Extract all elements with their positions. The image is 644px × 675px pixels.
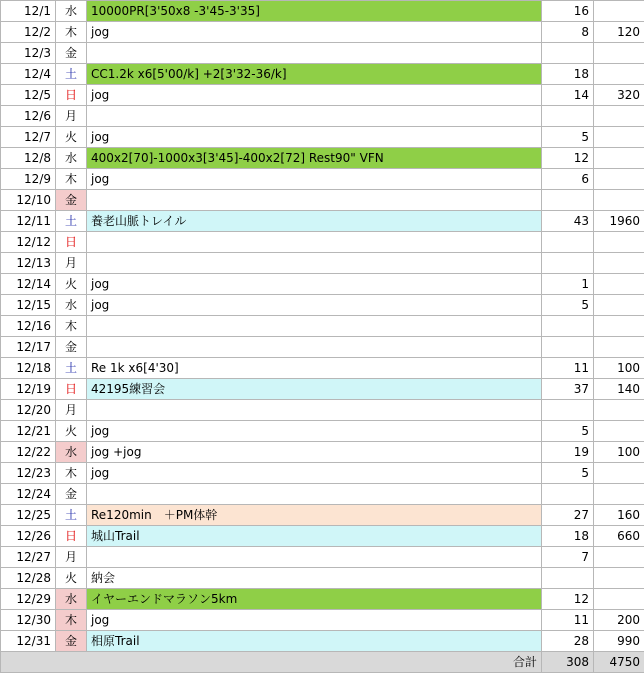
weekday-cell[interactable]: 木 [56, 22, 87, 43]
date-cell[interactable]: 12/1 [1, 1, 56, 22]
date-cell[interactable]: 12/4 [1, 64, 56, 85]
elevation-cell[interactable]: 320 [594, 85, 644, 106]
table-row [1, 631, 644, 652]
weekday-cell[interactable]: 土 [56, 505, 87, 526]
weekday-cell[interactable]: 木 [56, 316, 87, 337]
elevation-cell[interactable] [594, 64, 644, 85]
date-cell[interactable]: 12/13 [1, 253, 56, 274]
table-row [1, 589, 644, 610]
table-row [1, 379, 644, 400]
distance-cell[interactable]: 43 [542, 211, 594, 232]
weekday-cell[interactable]: 木 [56, 610, 87, 631]
weekday-cell[interactable]: 金 [56, 484, 87, 505]
workout-cell[interactable]: jog [87, 295, 542, 316]
elevation-cell[interactable] [594, 1, 644, 22]
workout-cell[interactable] [87, 106, 542, 127]
distance-cell[interactable]: 16 [542, 1, 594, 22]
weekday-cell[interactable]: 水 [56, 1, 87, 22]
workout-cell[interactable]: Re 1k x6[4'30] [87, 358, 542, 379]
workout-cell[interactable] [87, 232, 542, 253]
elevation-cell[interactable] [594, 106, 644, 127]
distance-cell[interactable] [542, 190, 594, 211]
table-row [1, 547, 644, 568]
weekday-cell[interactable]: 日 [56, 526, 87, 547]
table-row [1, 400, 644, 421]
workout-cell[interactable]: 納会 [87, 568, 542, 589]
table-row [1, 526, 644, 547]
weekday-cell[interactable]: 火 [56, 568, 87, 589]
table-row [1, 274, 644, 295]
total-label: 合計 [1, 652, 542, 673]
elevation-cell[interactable] [594, 274, 644, 295]
workout-cell[interactable]: 城山Trail [87, 526, 542, 547]
date-cell[interactable]: 12/6 [1, 106, 56, 127]
table-row [1, 106, 644, 127]
weekday-cell[interactable]: 金 [56, 43, 87, 64]
workout-cell[interactable]: jog +jog [87, 442, 542, 463]
weekday-cell[interactable]: 金 [56, 631, 87, 652]
distance-cell[interactable]: 11 [542, 610, 594, 631]
elevation-cell[interactable]: 660 [594, 526, 644, 547]
workout-cell[interactable]: Re120min ＋PM体幹 [87, 505, 542, 526]
elevation-cell[interactable]: 160 [594, 505, 644, 526]
table-row [1, 148, 644, 169]
weekday-cell[interactable]: 土 [56, 211, 87, 232]
distance-cell[interactable]: 12 [542, 589, 594, 610]
table-row [1, 421, 644, 442]
table-row [1, 295, 644, 316]
table-row [1, 463, 644, 484]
distance-cell[interactable]: 19 [542, 442, 594, 463]
table-row [1, 85, 644, 106]
distance-cell[interactable]: 37 [542, 379, 594, 400]
weekday-cell[interactable]: 木 [56, 463, 87, 484]
workout-cell[interactable]: 養老山脈トレイル [87, 211, 542, 232]
weekday-cell[interactable]: 金 [56, 337, 87, 358]
distance-cell[interactable]: 18 [542, 526, 594, 547]
elevation-cell[interactable] [594, 148, 644, 169]
elevation-cell[interactable] [594, 484, 644, 505]
elevation-cell[interactable]: 140 [594, 379, 644, 400]
table-row [1, 442, 644, 463]
workout-cell[interactable] [87, 400, 542, 421]
elevation-cell[interactable] [594, 253, 644, 274]
weekday-cell[interactable]: 木 [56, 169, 87, 190]
table-row [1, 169, 644, 190]
date-cell[interactable]: 12/22 [1, 442, 56, 463]
total-elevation: 4750 [594, 652, 644, 673]
workout-cell[interactable]: jog [87, 463, 542, 484]
weekday-cell[interactable]: 水 [56, 295, 87, 316]
date-cell[interactable]: 12/30 [1, 610, 56, 631]
table-row [1, 22, 644, 43]
date-cell[interactable]: 12/9 [1, 169, 56, 190]
total-row [1, 652, 644, 673]
date-cell[interactable]: 12/16 [1, 316, 56, 337]
elevation-cell[interactable] [594, 232, 644, 253]
date-cell[interactable]: 12/2 [1, 22, 56, 43]
weekday-cell[interactable]: 日 [56, 379, 87, 400]
workout-cell[interactable] [87, 190, 542, 211]
elevation-cell[interactable] [594, 169, 644, 190]
workout-cell[interactable]: jog [87, 127, 542, 148]
weekday-cell[interactable]: 金 [56, 190, 87, 211]
date-cell[interactable]: 12/20 [1, 400, 56, 421]
weekday-cell[interactable]: 日 [56, 85, 87, 106]
distance-cell[interactable] [542, 400, 594, 421]
distance-cell[interactable]: 14 [542, 85, 594, 106]
elevation-cell[interactable]: 200 [594, 610, 644, 631]
elevation-cell[interactable] [594, 316, 644, 337]
workout-cell[interactable]: イヤーエンドマラソン5km [87, 589, 542, 610]
table-row [1, 610, 644, 631]
workout-cell[interactable]: jog [87, 22, 542, 43]
date-cell[interactable]: 12/14 [1, 274, 56, 295]
elevation-cell[interactable]: 100 [594, 358, 644, 379]
date-cell[interactable]: 12/8 [1, 148, 56, 169]
date-cell[interactable]: 12/23 [1, 463, 56, 484]
table-row [1, 505, 644, 526]
workout-cell[interactable]: 相原Trail [87, 631, 542, 652]
weekday-cell[interactable]: 月 [56, 253, 87, 274]
elevation-cell[interactable] [594, 463, 644, 484]
distance-cell[interactable]: 8 [542, 22, 594, 43]
date-cell[interactable]: 12/5 [1, 85, 56, 106]
distance-cell[interactable]: 28 [542, 631, 594, 652]
date-cell[interactable]: 12/24 [1, 484, 56, 505]
workout-cell[interactable]: jog [87, 85, 542, 106]
table-row [1, 253, 644, 274]
table-row [1, 232, 644, 253]
date-cell[interactable]: 12/19 [1, 379, 56, 400]
elevation-cell[interactable]: 990 [594, 631, 644, 652]
date-cell[interactable]: 12/10 [1, 190, 56, 211]
elevation-cell[interactable] [594, 400, 644, 421]
weekday-cell[interactable]: 火 [56, 127, 87, 148]
distance-cell[interactable] [542, 337, 594, 358]
date-cell[interactable]: 12/3 [1, 43, 56, 64]
date-cell[interactable]: 12/25 [1, 505, 56, 526]
distance-cell[interactable]: 27 [542, 505, 594, 526]
workout-cell[interactable]: jog [87, 610, 542, 631]
workout-cell[interactable] [87, 316, 542, 337]
weekday-cell[interactable]: 月 [56, 400, 87, 421]
table-row [1, 190, 644, 211]
weekday-cell[interactable]: 火 [56, 274, 87, 295]
workout-cell[interactable] [87, 484, 542, 505]
date-cell[interactable]: 12/21 [1, 421, 56, 442]
table-row [1, 358, 644, 379]
distance-cell[interactable]: 11 [542, 358, 594, 379]
workout-cell[interactable] [87, 547, 542, 568]
distance-cell[interactable]: 7 [542, 547, 594, 568]
date-cell[interactable]: 12/26 [1, 526, 56, 547]
elevation-cell[interactable] [594, 589, 644, 610]
elevation-cell[interactable] [594, 127, 644, 148]
weekday-cell[interactable]: 土 [56, 358, 87, 379]
workout-cell[interactable]: jog [87, 274, 542, 295]
date-cell[interactable]: 12/27 [1, 547, 56, 568]
date-cell[interactable]: 12/28 [1, 568, 56, 589]
date-cell[interactable]: 12/7 [1, 127, 56, 148]
elevation-cell[interactable] [594, 421, 644, 442]
table-row [1, 64, 644, 85]
table-row [1, 127, 644, 148]
distance-cell[interactable]: 5 [542, 295, 594, 316]
distance-cell[interactable]: 5 [542, 127, 594, 148]
table-row [1, 337, 644, 358]
workout-cell[interactable] [87, 337, 542, 358]
weekday-cell[interactable]: 日 [56, 232, 87, 253]
distance-cell[interactable]: 5 [542, 421, 594, 442]
elevation-cell[interactable] [594, 295, 644, 316]
table-row [1, 316, 644, 337]
weekday-cell[interactable]: 土 [56, 64, 87, 85]
distance-cell[interactable] [542, 316, 594, 337]
distance-cell[interactable] [542, 43, 594, 64]
date-cell[interactable]: 12/15 [1, 295, 56, 316]
weekday-cell[interactable]: 火 [56, 421, 87, 442]
weekday-cell[interactable]: 水 [56, 148, 87, 169]
workout-cell[interactable]: CC1.2k x6[5'00/k] +2[3'32-36/k] [87, 64, 542, 85]
table-row [1, 484, 644, 505]
date-cell[interactable]: 12/17 [1, 337, 56, 358]
distance-cell[interactable]: 6 [542, 169, 594, 190]
workout-cell[interactable] [87, 43, 542, 64]
workout-cell[interactable]: 400x2[70]-1000x3[3'45]-400x2[72] Rest90" VFN [87, 148, 542, 169]
elevation-cell[interactable]: 100 [594, 442, 644, 463]
date-cell[interactable]: 12/12 [1, 232, 56, 253]
weekday-cell[interactable]: 水 [56, 442, 87, 463]
distance-cell[interactable] [542, 568, 594, 589]
weekday-cell[interactable]: 月 [56, 547, 87, 568]
distance-cell[interactable]: 12 [542, 148, 594, 169]
table-row [1, 43, 644, 64]
elevation-cell[interactable] [594, 190, 644, 211]
workout-cell[interactable]: 42195練習会 [87, 379, 542, 400]
weekday-cell[interactable]: 水 [56, 589, 87, 610]
date-cell[interactable]: 12/29 [1, 589, 56, 610]
distance-cell[interactable] [542, 484, 594, 505]
workout-cell[interactable]: 10000PR[3'50x8 -3'45-3'35] [87, 1, 542, 22]
distance-cell[interactable] [542, 232, 594, 253]
workout-cell[interactable]: jog [87, 169, 542, 190]
distance-cell[interactable]: 18 [542, 64, 594, 85]
table-row [1, 211, 644, 232]
date-cell[interactable]: 12/11 [1, 211, 56, 232]
elevation-cell[interactable] [594, 547, 644, 568]
table-row [1, 568, 644, 589]
table-row [1, 1, 644, 22]
date-cell[interactable]: 12/31 [1, 631, 56, 652]
elevation-cell[interactable] [594, 43, 644, 64]
elevation-cell[interactable] [594, 337, 644, 358]
elevation-cell[interactable] [594, 568, 644, 589]
distance-cell[interactable] [542, 106, 594, 127]
elevation-cell[interactable]: 120 [594, 22, 644, 43]
weekday-cell[interactable]: 月 [56, 106, 87, 127]
distance-cell[interactable]: 1 [542, 274, 594, 295]
elevation-cell[interactable]: 1960 [594, 211, 644, 232]
distance-cell[interactable]: 5 [542, 463, 594, 484]
workout-cell[interactable]: jog [87, 421, 542, 442]
log-body [1, 1, 644, 652]
date-cell[interactable]: 12/18 [1, 358, 56, 379]
workout-cell[interactable] [87, 253, 542, 274]
distance-cell[interactable] [542, 253, 594, 274]
total-distance: 308 [542, 652, 594, 673]
